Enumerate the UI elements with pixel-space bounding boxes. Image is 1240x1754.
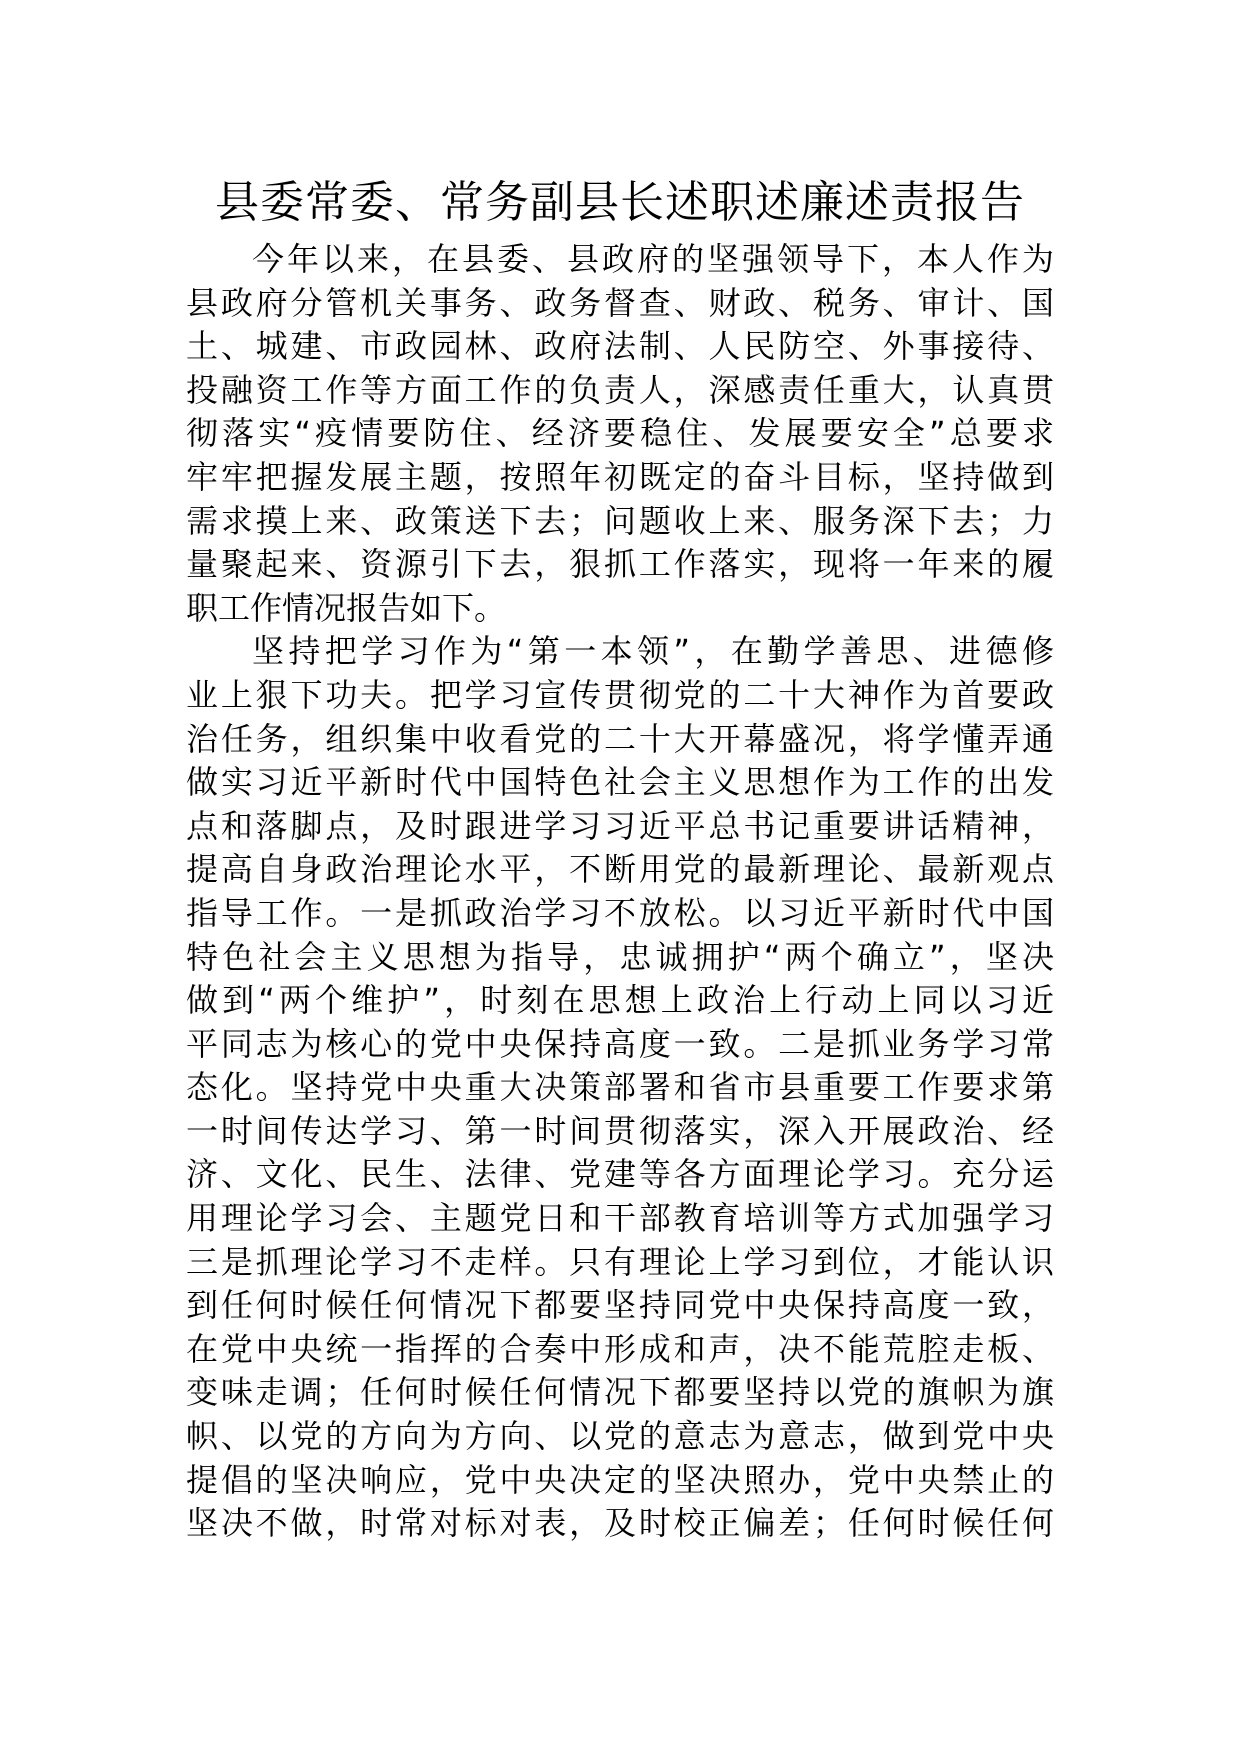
body-line: 投融资工作等方面工作的负责人，深感责任重大，认真贯 [186,370,1054,409]
document-body [186,238,1054,1546]
body-line: 彻落实“疫情要防住、经济要稳住、发展要安全”总要求 [186,414,1054,453]
body-line: 指导工作。一是抓政治学习不放松。以习近平新时代中国 [186,893,1054,932]
body-line: 做到“两个维护”，时刻在思想上政治上行动上同以习近 [186,981,1054,1020]
body-line: 今年以来，在县委、县政府的坚强领导下，本人作为 [252,240,1054,278]
body-line: 土、城建、市政园林、政府法制、人民防空、外事接待、 [186,327,1054,366]
document-title: 县委常委、常务副县长述职述廉述责报告 [215,177,1025,228]
body-line: 坚持把学习作为“第一本领”，在勤学善思、进德修 [252,632,1054,671]
body-line: 特色社会主义思想为指导，忠诚拥护“两个确立”，坚决 [186,937,1054,976]
body-line: 平同志为核心的党中央保持高度一致。二是抓业务学习常 [186,1024,1054,1063]
body-line: 县政府分管机关事务、政务督查、财政、税务、审计、国 [186,283,1054,322]
body-line: 需求摸上来、政策送下去；问题收上来、服务深下去；力 [186,501,1054,540]
body-line: 业上狠下功夫。把学习宣传贯彻党的二十大神作为首要政 [186,675,1054,714]
body-line: 点和落脚点，及时跟进学习习近平总书记重要讲话精神， [186,806,1054,845]
body-line: 在党中央统一指挥的合奏中形成和声，决不能荒腔走板、 [186,1329,1054,1368]
body-line: 态化。坚持党中央重大决策部署和省市县重要工作要求第 [186,1068,1054,1107]
body-line: 变味走调；任何时候任何情况下都要坚持以党的旗帜为旗 [186,1373,1054,1412]
body-line: 牢牢把握发展主题，按照年初既定的奋斗目标，坚持做到 [186,457,1054,496]
body-line: 坚决不做，时常对标对表，及时校正偏差；任何时候任何 [186,1504,1054,1543]
body-line: 提高自身政治理论水平，不断用党的最新理论、最新观点 [186,850,1054,889]
body-line: 用理论学习会、主题党日和干部教育培训等方式加强学习 [186,1199,1054,1238]
body-line: 提倡的坚决响应，党中央决定的坚决照办，党中央禁止的 [186,1460,1054,1499]
body-line: 量聚起来、资源引下去，狠抓工作落实，现将一年来的履 [186,545,1054,584]
body-line: 帜、以党的方向为方向、以党的意志为意志，做到党中央 [186,1417,1054,1456]
body-line: 济、文化、民生、法律、党建等各方面理论学习。充分运 [186,1155,1054,1194]
body-line: 到任何时候任何情况下都要坚持同党中央保持高度一致， [186,1286,1054,1325]
body-line: 职工作情况报告如下。 [186,588,507,627]
body-line: 治任务，组织集中收看党的二十大开幕盛况，将学懂弄通 [186,719,1054,758]
body-line: 做实习近平新时代中国特色社会主义思想作为工作的出发 [186,763,1054,802]
body-line: 一时间传达学习、第一时间贯彻落实，深入开展政治、经 [186,1111,1054,1150]
body-line: 三是抓理论学习不走样。只有理论上学习到位，才能认识 [186,1242,1054,1281]
